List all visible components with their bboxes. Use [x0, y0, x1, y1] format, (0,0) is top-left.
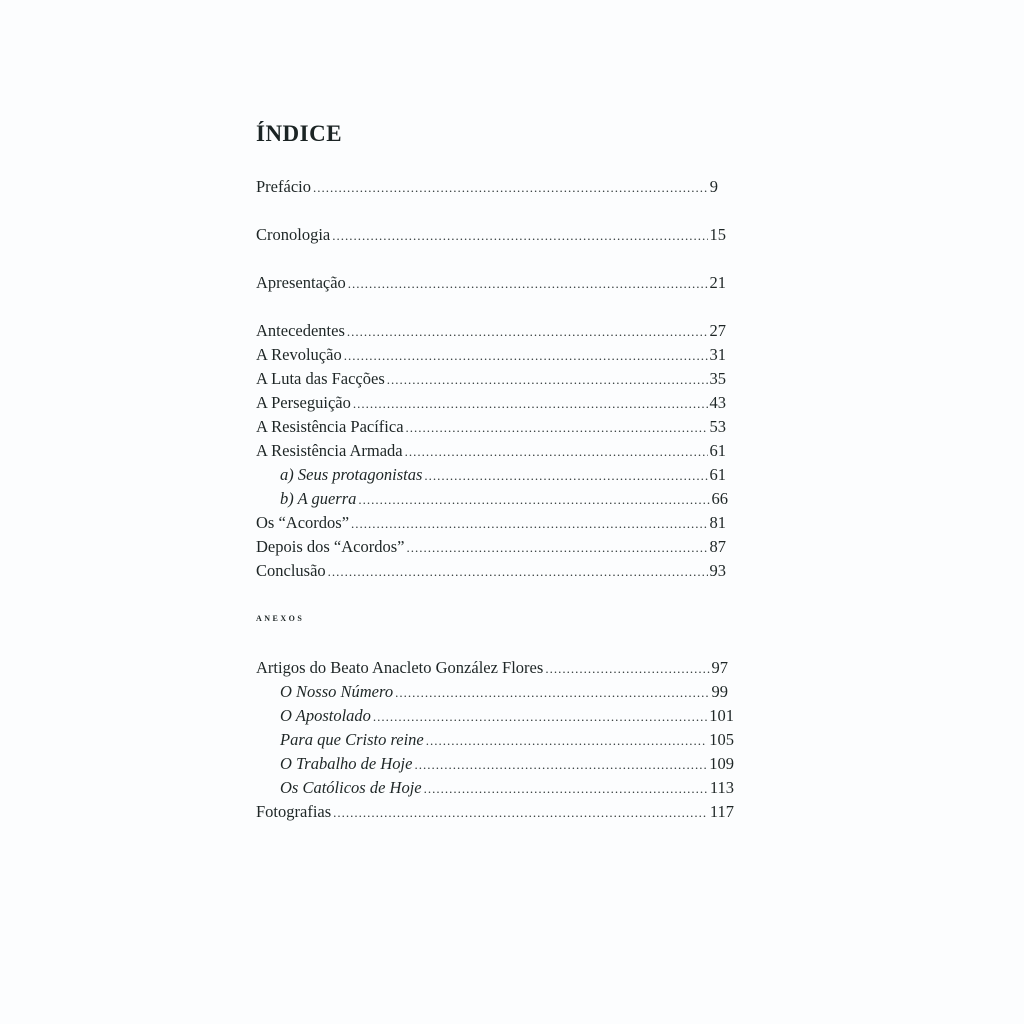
toc-subentry — [280, 488, 728, 510]
toc-page-number: 9 — [709, 177, 718, 196]
toc-page-number: 81 — [709, 513, 726, 532]
toc-entry-label: Prefácio — [256, 177, 311, 196]
toc-page-number: 113 — [709, 778, 734, 797]
toc-entry-label: O Apostolado — [280, 706, 371, 725]
toc-entry-label: Artigos do Beato Anacleto González Flores — [256, 658, 544, 677]
toc-entry — [256, 801, 734, 823]
toc-entry-label: O Trabalho de Hoje — [280, 754, 413, 773]
dot-leader — [313, 177, 708, 199]
toc-entry-label: Apresentação — [256, 273, 346, 292]
dot-leader — [405, 441, 708, 463]
toc-page-number: 15 — [709, 225, 726, 244]
toc-entry-label: Para que Cristo reine — [280, 730, 424, 749]
toc-entry-label: Cronologia — [256, 225, 331, 244]
toc-entry-label: A Perseguição — [256, 393, 351, 412]
page-title: ÍNDICE — [256, 121, 343, 146]
dot-leader — [406, 417, 708, 439]
toc-entry — [256, 224, 726, 246]
dot-leader — [351, 513, 707, 535]
toc-entry — [256, 440, 726, 462]
toc-subentry — [280, 681, 728, 703]
dot-leader — [424, 778, 708, 800]
dot-leader — [347, 321, 708, 343]
dot-leader — [424, 465, 707, 487]
dot-leader — [545, 658, 709, 680]
dot-leader — [348, 273, 708, 295]
toc-page-number: 27 — [709, 321, 726, 340]
dot-leader — [414, 754, 707, 776]
toc-entry — [256, 368, 726, 390]
toc-entry-label: O Nosso Número — [280, 682, 394, 701]
annexes-heading: anexos — [256, 612, 305, 624]
toc-page-number: 117 — [709, 802, 734, 821]
dot-leader — [406, 537, 707, 559]
toc-page-number: 105 — [709, 730, 734, 749]
dot-leader — [426, 730, 707, 752]
toc-page-number: 61 — [709, 465, 726, 484]
toc-entry-label: Depois dos “Acordos” — [256, 537, 405, 556]
toc-entry-label: A Revolução — [256, 345, 342, 364]
dot-leader — [395, 682, 709, 704]
dot-leader — [358, 489, 709, 511]
toc-entry — [256, 657, 728, 679]
toc-page-number: 97 — [711, 658, 728, 677]
toc-page-number: 61 — [709, 441, 726, 460]
toc-entry-label: Conclusão — [256, 561, 326, 580]
toc-entry — [256, 344, 726, 366]
toc-page-number: 109 — [709, 754, 734, 773]
toc-entry-label: Os “Acordos” — [256, 513, 350, 532]
toc-subentry — [280, 464, 726, 486]
toc-page-number: 87 — [709, 537, 726, 556]
toc-page-number: 43 — [709, 393, 726, 412]
toc-entry — [256, 392, 726, 414]
toc-entry — [256, 560, 726, 582]
toc-entry-label: a) Seus protagonistas — [280, 465, 423, 484]
toc-entry-label: b) A guerra — [280, 489, 357, 508]
toc-subentry — [280, 777, 734, 799]
dot-leader — [332, 225, 707, 247]
toc-page-number: 99 — [711, 682, 728, 701]
toc-page-number: 35 — [709, 369, 726, 388]
dot-leader — [387, 369, 708, 391]
toc-entry — [256, 416, 726, 438]
toc-entry-label: Antecedentes — [256, 321, 345, 340]
toc-entry-label: Os Católicos de Hoje — [280, 778, 422, 797]
dot-leader — [328, 561, 708, 583]
toc-page-number: 93 — [709, 561, 726, 580]
toc-subentry — [280, 753, 734, 775]
toc-entry — [256, 272, 726, 294]
dot-leader — [353, 393, 708, 415]
toc-page-number: 31 — [709, 345, 726, 364]
toc-entry — [256, 176, 718, 198]
dot-leader — [344, 345, 708, 367]
dot-leader — [373, 706, 707, 728]
toc-entry — [256, 320, 726, 342]
toc-entry-label: Fotografias — [256, 802, 332, 821]
toc-page-number: 21 — [709, 273, 726, 292]
toc-page-number: 101 — [709, 706, 734, 725]
toc-entry-label: A Resistência Pacífica — [256, 417, 404, 436]
dot-leader — [333, 802, 708, 824]
toc-page-number: 66 — [711, 489, 728, 508]
toc-entry-label: A Resistência Armada — [256, 441, 403, 460]
toc-subentry — [280, 705, 734, 727]
toc-subentry — [280, 729, 734, 751]
toc-entry — [256, 536, 726, 558]
toc-entry-label: A Luta das Facções — [256, 369, 385, 388]
toc-page-number: 53 — [709, 417, 726, 436]
toc-entry — [256, 512, 726, 534]
